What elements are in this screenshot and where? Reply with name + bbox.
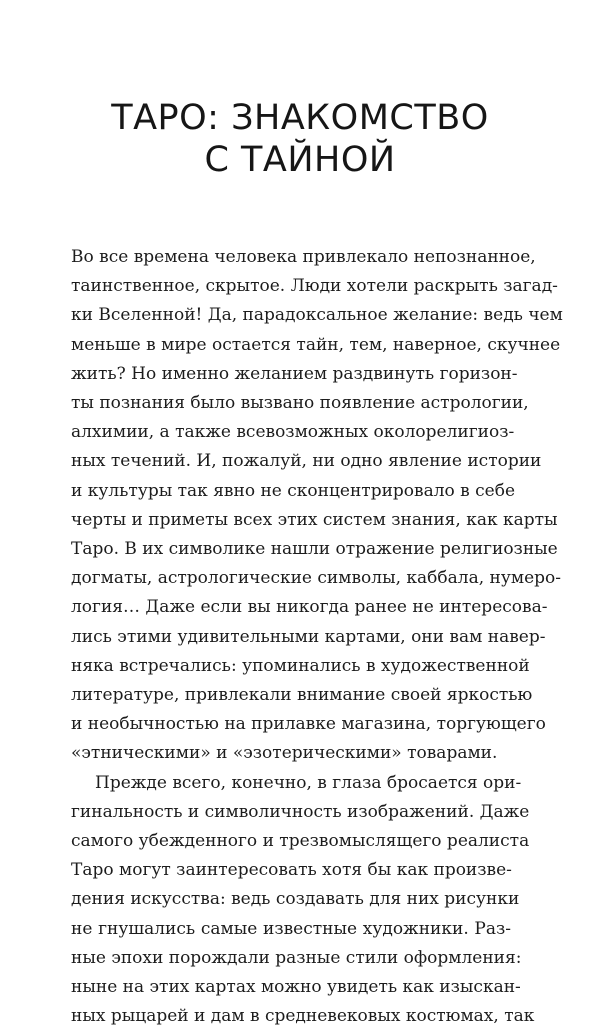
text-line: и необычностью на прилавке магазина, торгующего [71,714,546,735]
text-line: самого убежденного и трезвомыслящего реалиста [71,831,530,852]
text-line: лись этими удивительными картами, они вам навер- [71,626,546,647]
text-line: Во все времена человека привлекало непознанное, [71,247,536,267]
text-line: дения искусства: ведь создавать для них рисунки [71,889,520,910]
paragraph [71,243,563,769]
text-line: ные эпохи порождали разные стили оформления: [71,947,522,968]
text-line: не гнушались самые известные художники. Раз- [71,918,511,939]
text-line: ных течений. И, пожалуй, ни одно явление истории [71,451,542,472]
text-line: меньше в мире остается тайн, тем, наверное, скучнее [71,334,561,355]
text-line: черты и приметы всех этих систем знания, как карты [71,509,558,530]
text-line: и культуры так явно не сконцентрировало в себе [71,480,516,501]
text-line: догматы, астрологические символы, каббала, нумеро- [71,568,562,589]
body-text [71,243,563,1031]
text-line: ныне на этих картах можно увидеть как изыскан- [71,977,521,998]
chapter-title-line-2: С ТАЙНОЙ [204,140,396,180]
chapter-title [0,97,600,181]
text-line: Прежде всего, конечно, в глаза бросается ори- [95,772,522,793]
text-line: логия… Даже если вы никогда ранее не интересова- [71,597,548,618]
text-line: ки Вселенной! Да, парадоксальное желание: ведь чем [71,305,563,326]
paragraph [71,769,535,1031]
text-line: гинальность и символичность изображений. Даже [71,801,530,822]
text-line: ных рыцарей и дам в средневековых костюмах, так [71,1006,535,1027]
text-line: Таро могут заинтересовать хотя бы как произве- [71,860,512,881]
chapter-title-line-1: ТАРО: ЗНАКОМСТВО [111,98,489,138]
text-line: таинственное, скрытое. Люди хотели раскрыть загад- [71,276,558,297]
text-line: Таро. В их символике нашли отражение религиозные [71,539,558,560]
text-line: жить? Но именно желанием раздвинуть горизон- [71,363,518,384]
text-line: литературе, привлекали внимание своей яркостью [71,685,533,706]
text-line: ты познания было вызвано появление астрологии, [71,393,529,414]
text-line: алхимии, а также всевозможных околорелигиоз- [71,422,515,443]
text-line: няка встречались: упоминались в художественной [71,655,530,676]
text-line: «этническими» и «эзотерическими» товарами. [71,743,498,764]
